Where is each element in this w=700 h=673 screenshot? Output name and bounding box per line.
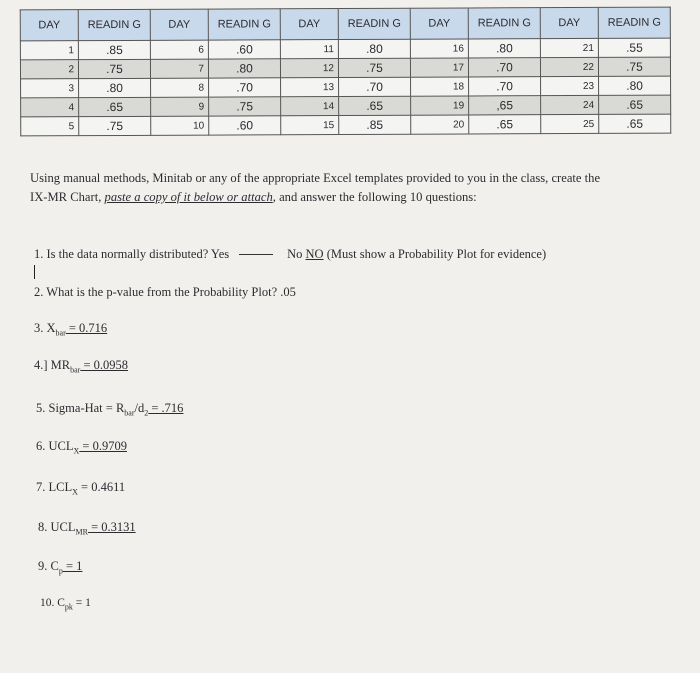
question-4-answer: = 0.0958 (80, 358, 129, 372)
day-cell: 11 (280, 40, 338, 59)
question-5 (36, 401, 183, 418)
instructions-paragraph (30, 169, 700, 207)
question-7-label: 7. LCL (36, 480, 73, 494)
question-3-label: 3. X (34, 321, 56, 335)
reading-cell: .80 (338, 39, 410, 58)
question-9 (38, 559, 82, 576)
readings-table (20, 7, 672, 137)
reading-cell: .75 (79, 116, 151, 135)
question-4-mr: MR (47, 358, 71, 372)
question-10-sub: pk (64, 602, 73, 612)
question-8 (38, 520, 136, 537)
day-cell: 2 (20, 60, 78, 79)
question-6-answer: = 0.9709 (79, 439, 127, 453)
question-9-sub: p (58, 566, 63, 576)
question-1-note: (Must show a Probability Plot for evidence) (326, 247, 547, 261)
answer-blank[interactable] (239, 253, 273, 255)
day-cell: 8 (151, 78, 209, 97)
reading-header: READIN G (78, 9, 150, 40)
reading-cell: .80 (79, 78, 151, 97)
question-2: 2. What is the p-value from the Probability Plot? .05 (34, 285, 296, 299)
question-3 (34, 321, 107, 338)
paste-copy-link[interactable]: paste a copy of it below or attach (104, 190, 273, 204)
day-cell: 12 (280, 59, 338, 78)
day-header: DAY (540, 7, 598, 38)
day-cell: 3 (21, 79, 79, 98)
day-cell: 10 (151, 116, 209, 135)
reading-cell: .75 (338, 58, 410, 77)
instructions-text: , and answer the following 10 questions: (272, 190, 477, 204)
question-10-answer: = 1 (72, 597, 91, 609)
day-cell: 14 (281, 97, 339, 116)
question-8-label: 8. UCL (38, 520, 76, 534)
reading-cell: .70 (469, 77, 541, 96)
question-7-sub: X (72, 487, 78, 497)
day-cell: 22 (540, 57, 598, 76)
reading-cell: .65 (599, 95, 671, 114)
reading-cell: .75 (78, 59, 150, 78)
question-4-mark: ] (43, 358, 48, 372)
instructions-text: IX-MR Chart, (30, 190, 105, 204)
reading-cell: .80 (599, 76, 671, 95)
reading-cell: .85 (339, 115, 411, 134)
reading-cell: .75 (598, 57, 670, 76)
instructions-line-2 (30, 188, 700, 207)
day-header: DAY (150, 9, 208, 40)
question-5-answer: = .716 (148, 401, 184, 415)
day-cell: 9 (151, 97, 209, 116)
question-3-answer: = 0.716 (65, 321, 108, 335)
day-cell: 21 (540, 38, 598, 57)
day-header: DAY (280, 9, 338, 40)
question-5-mid: /d (134, 401, 145, 415)
question-10 (40, 597, 91, 611)
day-cell: 23 (541, 76, 599, 95)
question-4-label: 4. (34, 358, 44, 372)
question-5-sub-2: 2 (144, 408, 149, 418)
question-4 (34, 358, 128, 375)
question-7 (36, 480, 125, 497)
day-cell: 20 (411, 115, 469, 134)
day-cell: 17 (410, 58, 468, 77)
table-row (21, 114, 671, 136)
question-1-answer: NO (305, 247, 324, 261)
day-cell: 5 (21, 117, 79, 136)
reading-cell: .65 (339, 96, 411, 115)
question-1 (34, 247, 546, 262)
question-5-label: 5. Sigma-Hat = R (36, 401, 125, 415)
day-cell: 19 (411, 96, 469, 115)
question-6 (36, 439, 127, 456)
question-4-sub: bar (70, 365, 81, 375)
reading-header: READIN G (598, 7, 670, 38)
reading-cell: .65 (469, 115, 541, 134)
instructions-line-1: Using manual methods, Minitab or any of the appropriate Excel templates provided to you in the class, create the (30, 171, 601, 185)
question-8-answer: = 0.3131 (87, 520, 136, 534)
question-10-label: 10. C (40, 597, 65, 609)
question-8-sub: MR (75, 527, 88, 537)
reading-cell: .70 (468, 58, 540, 77)
day-cell: 16 (410, 39, 468, 58)
day-cell: 24 (541, 95, 599, 114)
reading-cell: .70 (209, 78, 281, 97)
question-1-text: 1. Is the data normally distributed? Yes (34, 247, 230, 261)
question-3-sub: bar (55, 328, 66, 338)
day-cell: 4 (21, 98, 79, 117)
reading-header: READIN G (208, 9, 280, 40)
reading-cell: ,65 (469, 96, 541, 115)
reading-cell: .65 (79, 97, 151, 116)
day-cell: 7 (150, 59, 208, 78)
day-cell: 6 (150, 40, 208, 59)
question-1-no: No (287, 247, 303, 261)
reading-cell: .80 (468, 39, 540, 58)
day-cell: 13 (281, 78, 339, 97)
day-cell: 25 (541, 114, 599, 133)
question-9-label: 9. C (38, 559, 59, 573)
table-header-row (20, 7, 670, 41)
reading-cell: .70 (339, 77, 411, 96)
reading-cell: .85 (78, 40, 150, 59)
question-6-sub: X (73, 446, 80, 456)
reading-cell: .60 (209, 116, 281, 135)
reading-cell: .55 (598, 38, 670, 57)
text-cursor (34, 265, 35, 279)
day-cell: 1 (20, 41, 78, 60)
reading-cell: .75 (209, 97, 281, 116)
reading-header: READIN G (338, 8, 410, 39)
reading-cell: .80 (208, 59, 280, 78)
question-7-answer: = 0.4611 (77, 480, 126, 494)
question-9-answer: = 1 (62, 559, 83, 573)
reading-cell: .60 (208, 40, 280, 59)
reading-cell: .65 (599, 114, 671, 133)
day-header: DAY (410, 8, 468, 39)
reading-header: READIN G (468, 8, 540, 39)
question-5-sub: bar (124, 408, 135, 418)
day-cell: 15 (281, 116, 339, 135)
day-header: DAY (20, 10, 78, 41)
day-cell: 18 (411, 77, 469, 96)
question-6-label: 6. UCL (36, 439, 74, 453)
